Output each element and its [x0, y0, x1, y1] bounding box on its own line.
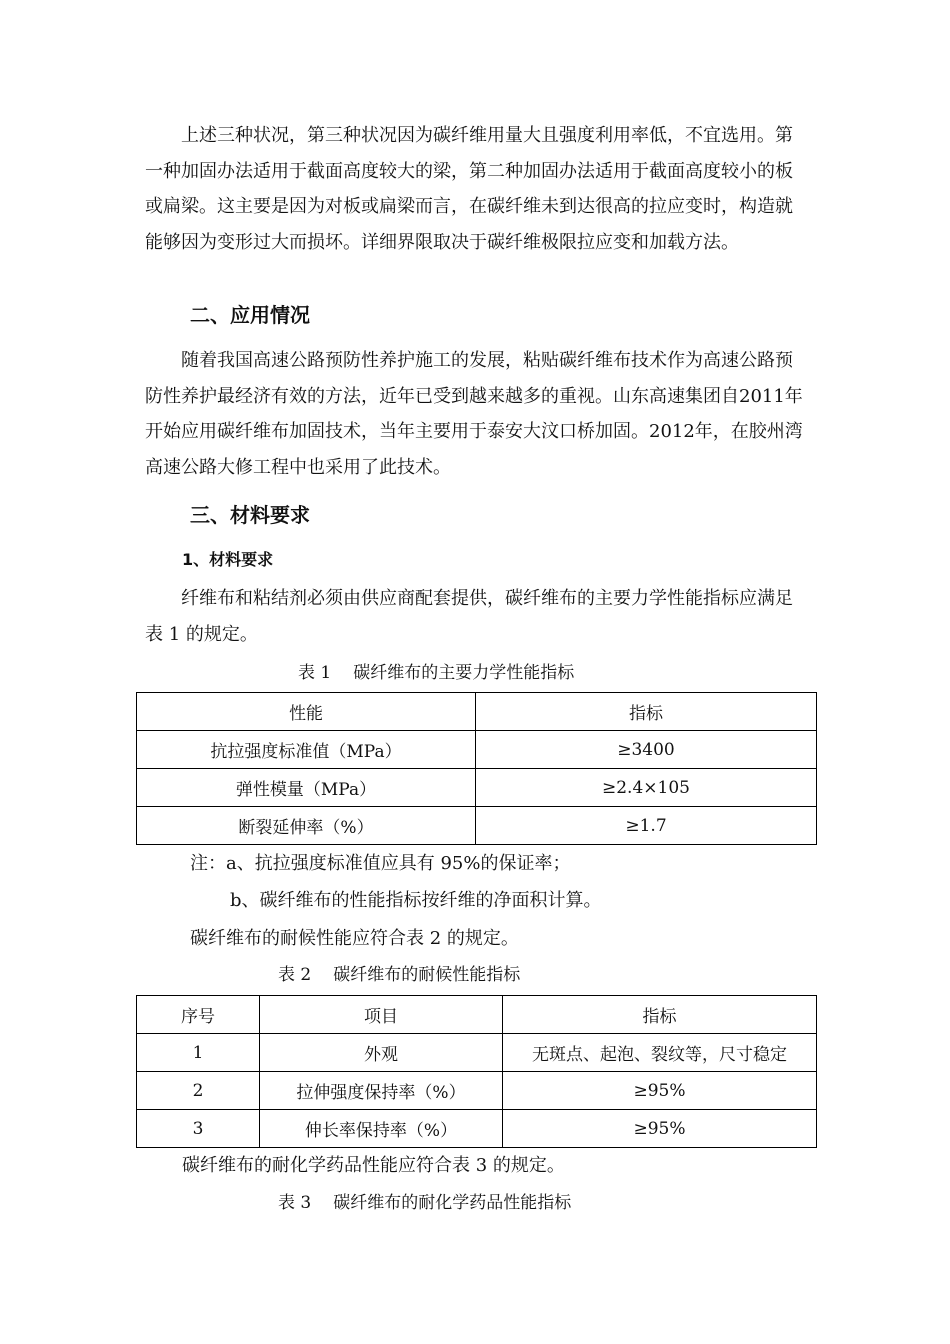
- table2-cell: ≥95%: [503, 1110, 817, 1148]
- table3-caption-number: 表 3: [278, 1193, 312, 1213]
- table1-header-index: 指标: [476, 693, 817, 731]
- table-row: [137, 1110, 817, 1148]
- table2-weather-resistance: [136, 995, 817, 1148]
- table1-header-property: 性能: [137, 693, 476, 731]
- table1-cell: 弹性模量（MPa）: [137, 769, 476, 807]
- table2-caption: [278, 962, 520, 988]
- subheading-material-requirements: 1、材料要求: [182, 550, 274, 569]
- paragraph-carbon-fiber-conditions: 上述三种状况，第三种状况因为碳纤维用量大且强度利用率低，不宜选用。第一种加固办法适用于截面高度较大的梁，第二种加固办法适用于截面高度较小的板或扁梁。这主要是因为对板或扁梁而言，在碳纤维未到达很高的拉应变时，构造就能够因为变形过大而损坏。详细界限取决于碳纤维极限拉应变和加载方法。: [145, 125, 793, 253]
- table1-mechanical-properties: [136, 692, 817, 845]
- table2-caption-number: 表 2: [278, 965, 312, 985]
- table2-caption-title: 碳纤维布的耐候性能指标: [333, 965, 521, 985]
- table1-cell: ≥1.7: [476, 807, 817, 845]
- table2-cell: 3: [137, 1110, 260, 1148]
- table2-cell: 伸长率保持率（%）: [260, 1110, 503, 1148]
- table2-header-index: 指标: [503, 996, 817, 1034]
- paragraph-chemical-resistance: 碳纤维布的耐化学药品性能应符合表 3 的规定。: [182, 1155, 565, 1176]
- table1-cell: 抗拉强度标准值（MPa）: [137, 731, 476, 769]
- paragraph-weather-resistance: 碳纤维布的耐候性能应符合表 2 的规定。: [190, 928, 519, 949]
- table2-cell: 外观: [260, 1034, 503, 1072]
- table2-cell: ≥95%: [503, 1072, 817, 1110]
- note-b: b、碳纤维布的性能指标按纤维的净面积计算。: [230, 890, 602, 911]
- table2-header-item: 项目: [260, 996, 503, 1034]
- table3-caption-title: 碳纤维布的耐化学药品性能指标: [333, 1193, 572, 1213]
- paragraph-application: 随着我国高速公路预防性养护施工的发展，粘贴碳纤维布技术作为高速公路预防性养护最经济有效的方法，近年已受到越来越多的重视。山东高速集团自2011年开始应用碳纤维布加固技术，当年主要用于泰安大汶口桥加固。2012年，在胶州湾高速公路大修工程中也采用了此技术。: [145, 350, 803, 478]
- table-row: [137, 769, 817, 807]
- table1-caption-number: 表 1: [298, 663, 332, 683]
- section-heading-materials: 三、材料要求: [190, 503, 310, 527]
- table-row: [137, 807, 817, 845]
- table2-cell: 1: [137, 1034, 260, 1072]
- table-header-row: [137, 996, 817, 1034]
- paragraph-material-supply: 纤维布和粘结剂必须由供应商配套提供，碳纤维布的主要力学性能指标应满足表 1 的规定。: [145, 588, 793, 645]
- section-heading-application: 二、应用情况: [190, 303, 310, 327]
- table-row: [137, 1034, 817, 1072]
- table-header-row: [137, 693, 817, 731]
- table-row: [137, 731, 817, 769]
- table2-cell: 无斑点、起泡、裂纹等，尺寸稳定: [503, 1034, 817, 1072]
- table2-cell: 2: [137, 1072, 260, 1110]
- table1-cell: ≥2.4×105: [476, 769, 817, 807]
- table-row: [137, 1072, 817, 1110]
- table2-cell: 拉伸强度保持率（%）: [260, 1072, 503, 1110]
- table1-cell: 断裂延伸率（%）: [137, 807, 476, 845]
- table1-caption-title: 碳纤维布的主要力学性能指标: [353, 663, 575, 683]
- table2-header-number: 序号: [137, 996, 260, 1034]
- note-a: 注：a、抗拉强度标准值应具有 95%的保证率；: [190, 853, 571, 874]
- table3-caption: [278, 1190, 571, 1216]
- table1-cell: ≥3400: [476, 731, 817, 769]
- table1-caption: [298, 660, 574, 686]
